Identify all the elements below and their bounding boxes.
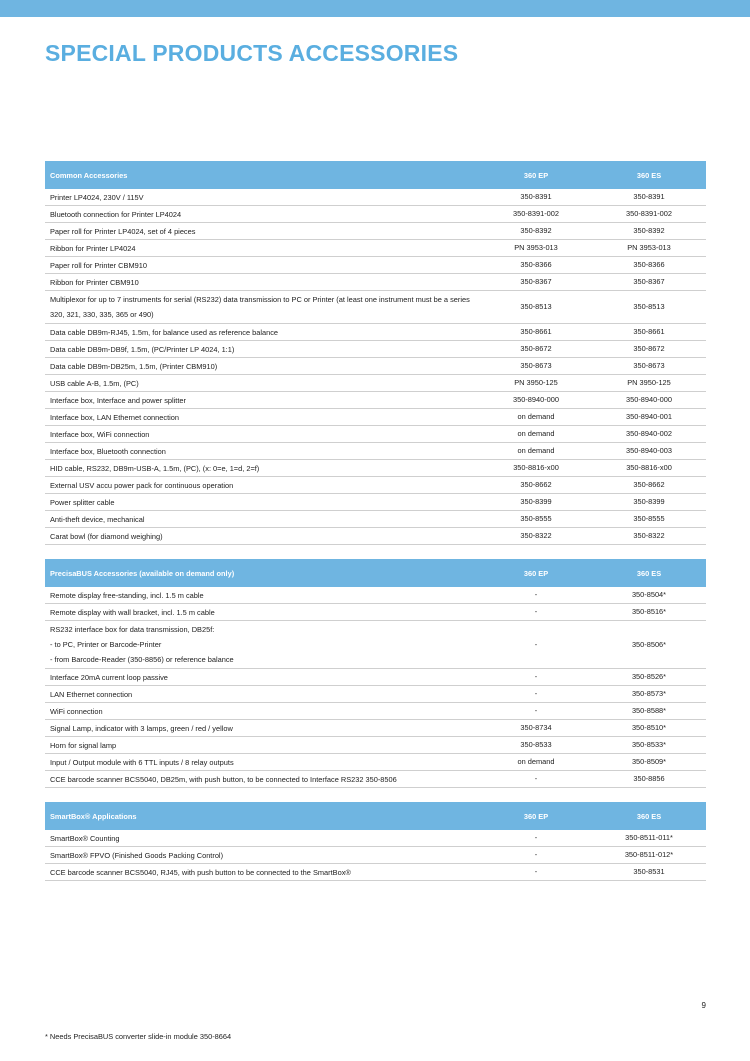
table-row [45,686,706,703]
row-360-ep-value: - [480,686,592,703]
description-line: Bluetooth connection for Printer LP4024 [50,209,182,219]
description-line: SmartBox® FPVO (Finished Goods Packing Control) [50,850,224,860]
row-360-es-value: 350-8940-001 [592,409,706,426]
row-description [45,324,480,341]
row-360-es-value: 350-8531 [592,864,706,881]
precisabus-accessories-table [45,559,706,788]
row-description [45,240,480,257]
table-row [45,341,706,358]
row-360-es-value: 350-8399 [592,494,706,511]
description-line: Interface box, WiFi connection [50,429,150,439]
table-row [45,291,706,324]
row-360-ep-value: 350-8734 [480,720,592,737]
row-360-ep-value: 350-8662 [480,477,592,494]
row-360-es-value: 350-8673 [592,358,706,375]
row-360-es-value: 350-8526* [592,669,706,686]
row-360-ep-value: on demand [480,409,592,426]
row-description [45,720,480,737]
row-description [45,189,480,206]
top-accent-bar [0,0,750,17]
page-number: 9 [701,1001,706,1010]
table-row [45,375,706,392]
header-360-ep: 360 EP [480,802,592,830]
row-360-ep-value: - [480,847,592,864]
row-360-es-value: 350-8662 [592,477,706,494]
description-line: Interface box, Interface and power splitter [50,395,186,405]
row-description [45,703,480,720]
row-360-ep-value: - [480,587,592,604]
header-description: Common Accessories [45,161,480,189]
header-360-ep: 360 EP [480,161,592,189]
row-360-es-value: PN 3953-013 [592,240,706,257]
row-description [45,587,480,604]
row-360-ep-value: 350-8672 [480,341,592,358]
table-row [45,460,706,477]
row-description [45,754,480,771]
row-360-es-value: 350-8940-000 [592,392,706,409]
row-360-es-value: 350-8940-002 [592,426,706,443]
description-line: Paper roll for Printer LP4024, set of 4 pieces [50,226,196,236]
description-line: Carat bowl (for diamond weighing) [50,531,163,541]
row-360-ep-value: 350-8322 [480,528,592,545]
row-360-ep-value: - [480,830,592,847]
row-description [45,443,480,460]
table-row [45,771,706,788]
table-row [45,494,706,511]
row-360-es-value: 350-8588* [592,703,706,720]
table-row [45,511,706,528]
table-row [45,830,706,847]
description-line: Ribbon for Printer CBM910 [50,277,139,287]
row-360-ep-value: 350-8533 [480,737,592,754]
row-360-ep-value: 350-8399 [480,494,592,511]
table-header-row [45,559,706,587]
description-line: RS232 interface box for data transmission, DB25f: [50,625,215,634]
row-description [45,830,480,847]
description-line: Horn for signal lamp [50,740,117,750]
row-360-es-value: 350-8533* [592,737,706,754]
row-description [45,409,480,426]
row-description [45,621,480,669]
description-line: Remote display free-standing, incl. 1.5 m cable [50,590,204,600]
description-line: USB cable A-B, 1.5m, (PC) [50,378,139,388]
table-row [45,528,706,545]
row-description [45,771,480,788]
row-description [45,528,480,545]
row-360-es-value: 350-8504* [592,587,706,604]
row-360-es-value: 350-8510* [592,720,706,737]
row-360-ep-value: - [480,621,592,669]
header-description: PrecisaBUS Accessories (available on demand only) [45,559,480,587]
row-description [45,206,480,223]
description-line: External USV accu power pack for continuous operation [50,480,234,490]
description-line: LAN Ethernet connection [50,689,133,699]
table-row [45,737,706,754]
row-360-ep-value: 350-8513 [480,291,592,324]
row-360-ep-value: on demand [480,754,592,771]
table-row [45,443,706,460]
row-360-es-value: 350-8661 [592,324,706,341]
row-description [45,864,480,881]
row-360-ep-value: - [480,703,592,720]
description-line: - to PC, Printer or Barcode-Printer [50,640,162,649]
table-header-row [45,161,706,189]
row-360-ep-value: on demand [480,443,592,460]
table-row [45,324,706,341]
row-description [45,460,480,477]
description-line: - from Barcode-Reader (350-8856) or reference balance [50,655,234,664]
row-360-ep-value: 350-8661 [480,324,592,341]
row-360-es-value: 350-8367 [592,274,706,291]
row-360-es-value: PN 3950-125 [592,375,706,392]
row-360-es-value: 350-8366 [592,257,706,274]
description-line: Power splitter cable [50,497,115,507]
table-row [45,426,706,443]
common-accessories-table [45,161,706,545]
description-line: SmartBox® Counting [50,833,120,843]
row-description [45,291,480,324]
smartbox-applications-table [45,802,706,881]
footnote: * Needs PrecisaBUS converter slide-in module 350-8664 [45,1032,232,1041]
row-360-es-value: 350-8856 [592,771,706,788]
description-line: Interface box, LAN Ethernet connection [50,412,180,422]
table-row [45,587,706,604]
row-description [45,511,480,528]
description-line: WiFi connection [50,706,103,716]
description-line: Signal Lamp, indicator with 3 lamps, green / red / yellow [50,723,233,733]
table-row [45,703,706,720]
row-360-ep-value: PN 3953-013 [480,240,592,257]
row-description [45,358,480,375]
header-360-es: 360 ES [592,559,706,587]
header-360-es: 360 ES [592,161,706,189]
header-description: SmartBox® Applications [45,802,480,830]
row-360-ep-value: - [480,604,592,621]
row-360-ep-value: PN 3950-125 [480,375,592,392]
header-360-es: 360 ES [592,802,706,830]
description-line: Interface box, Bluetooth connection [50,446,166,456]
description-line: Data cable DB9m-RJ45, 1.5m, for balance used as reference balance [50,327,279,337]
description-line: CCE barcode scanner BCS5040, DB25m, with push button, to be connected to Interface RS232 350-8506 [50,774,397,784]
page-title: SPECIAL PRODUCTS ACCESSORIES [45,40,459,66]
table-header-row [45,802,706,830]
row-360-es-value: 350-8940-003 [592,443,706,460]
row-360-ep-value: 350-8367 [480,274,592,291]
table-row [45,864,706,881]
row-360-es-value: 350-8506* [592,621,706,669]
row-360-es-value: 350-8391 [592,189,706,206]
row-360-es-value: 350-8573* [592,686,706,703]
table-row [45,669,706,686]
row-360-ep-value: on demand [480,426,592,443]
description-line: Anti-theft device, mechanical [50,514,145,524]
row-360-ep-value: 350-8366 [480,257,592,274]
row-description [45,341,480,358]
table-row [45,392,706,409]
row-360-ep-value: - [480,771,592,788]
row-360-ep-value: 350-8673 [480,358,592,375]
description-line: Multiplexor for up to 7 instruments for serial (RS232) data transmission to PC or Printer (at least one instrument must be a series [50,295,470,304]
table-row [45,720,706,737]
row-description [45,375,480,392]
table-row [45,206,706,223]
row-360-ep-value: 350-8391-002 [480,206,592,223]
description-line: Paper roll for Printer CBM910 [50,260,147,270]
row-description [45,669,480,686]
row-360-es-value: 350-8322 [592,528,706,545]
description-line: 320, 321, 330, 335, 365 or 490) [50,310,154,319]
table-row [45,477,706,494]
row-360-es-value: 350-8509* [592,754,706,771]
table-row [45,189,706,206]
header-360-ep: 360 EP [480,559,592,587]
table-row [45,358,706,375]
row-description [45,847,480,864]
row-description [45,737,480,754]
description-line: Data cable DB9m-DB9f, 1.5m, (PC/Printer LP 4024, 1:1) [50,344,235,354]
row-360-es-value: 350-8516* [592,604,706,621]
description-line: HID cable, RS232, DB9m-USB-A, 1.5m, (PC), (x: 0=e, 1=d, 2=f) [50,463,260,473]
description-line: Interface 20mA current loop passive [50,672,168,682]
row-360-ep-value: 350-8392 [480,223,592,240]
row-360-ep-value: 350-8555 [480,511,592,528]
row-360-ep-value: - [480,669,592,686]
row-description [45,477,480,494]
description-line: CCE barcode scanner BCS5040, RJ45, with push button to be connected to the SmartBox® [50,867,351,877]
description-line: Data cable DB9m-DB25m, 1.5m, (Printer CBM910) [50,361,218,371]
row-description [45,426,480,443]
table-row [45,409,706,426]
row-360-es-value: 350-8513 [592,291,706,324]
table-row [45,621,706,669]
table-row [45,847,706,864]
row-360-es-value: 350-8511-012* [592,847,706,864]
row-description [45,494,480,511]
table-row [45,223,706,240]
table-row [45,274,706,291]
row-360-es-value: 350-8511-011* [592,830,706,847]
row-description [45,392,480,409]
row-description [45,686,480,703]
description-line: Input / Output module with 6 TTL inputs / 8 relay outputs [50,757,234,767]
table-row [45,604,706,621]
row-360-es-value: 350-8392 [592,223,706,240]
description-line: Printer LP4024, 230V / 115V [50,192,144,202]
description-line: Remote display with wall bracket, incl. 1.5 m cable [50,607,215,617]
row-360-ep-value: - [480,864,592,881]
table-row [45,257,706,274]
row-description [45,274,480,291]
table-row [45,754,706,771]
row-360-es-value: 350-8391-002 [592,206,706,223]
row-360-ep-value: 350-8816-x00 [480,460,592,477]
row-360-es-value: 350-8816-x00 [592,460,706,477]
description-line: Ribbon for Printer LP4024 [50,243,136,253]
row-360-es-value: 350-8672 [592,341,706,358]
row-360-ep-value: 350-8940-000 [480,392,592,409]
row-360-es-value: 350-8555 [592,511,706,528]
table-row [45,240,706,257]
row-description [45,604,480,621]
row-360-ep-value: 350-8391 [480,189,592,206]
row-description [45,223,480,240]
row-description [45,257,480,274]
